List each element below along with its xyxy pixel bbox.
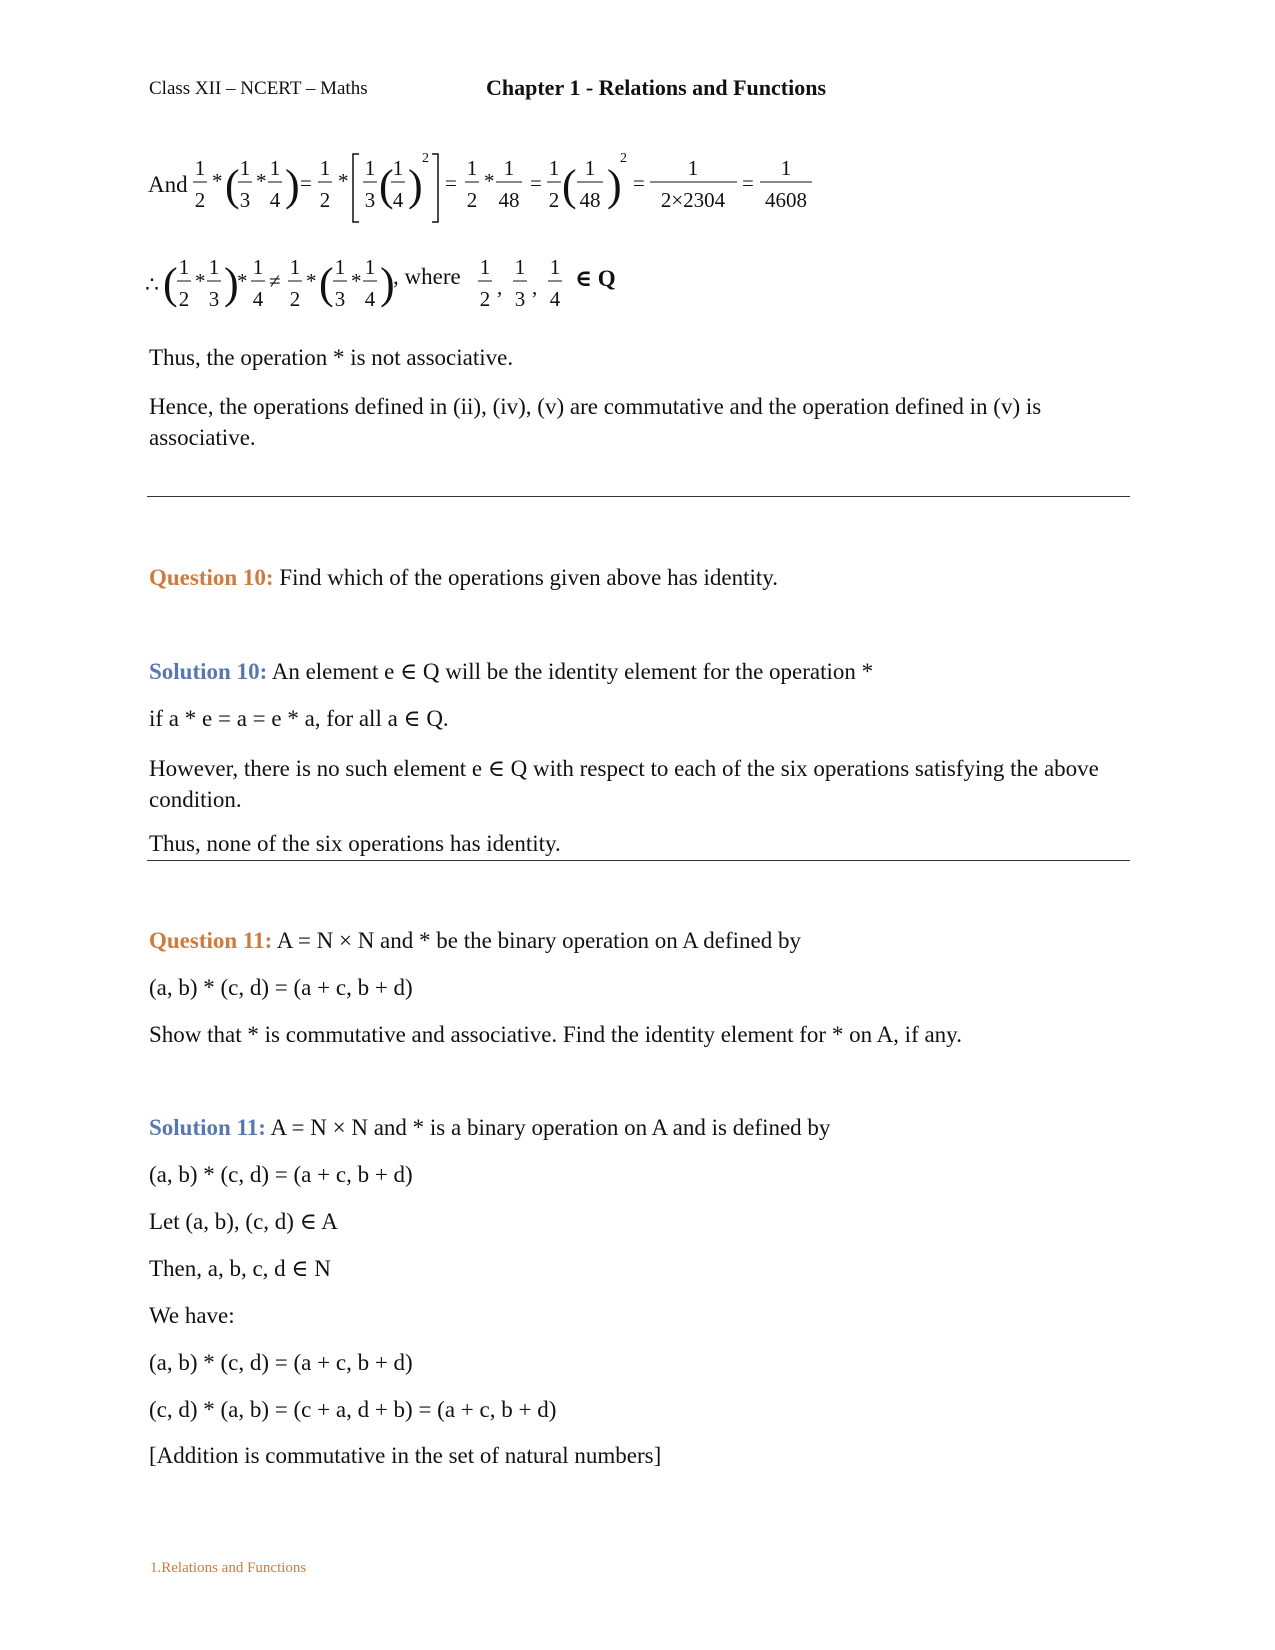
svg-text:3: 3	[208, 287, 220, 311]
svg-text:2: 2	[548, 188, 560, 212]
svg-text:1: 1	[194, 156, 206, 180]
svg-text:1: 1	[364, 255, 376, 279]
solution-11-line: (a, b) * (c, d) = (a + c, b + d)	[149, 1162, 413, 1187]
svg-text:2: 2	[479, 287, 491, 311]
svg-text:1: 1	[549, 255, 561, 279]
svg-text:(: (	[562, 161, 577, 210]
svg-text:*: *	[256, 169, 267, 193]
solution-11	[149, 1115, 830, 1141]
svg-text:): )	[224, 259, 239, 308]
svg-text:2: 2	[466, 188, 478, 212]
eq1-2304: 2304	[683, 188, 726, 212]
eq1-48b: 48	[579, 188, 601, 212]
svg-text:1: 1	[334, 255, 346, 279]
question-11-line: Show that * is commutative and associative. Find the identity element for * on A, if any.	[149, 1022, 962, 1047]
svg-text:4: 4	[364, 287, 376, 311]
svg-text:*: *	[237, 269, 248, 293]
svg-text:1: 1	[289, 255, 301, 279]
svg-text:*: *	[306, 269, 317, 293]
solution-11-line: We have:	[149, 1303, 235, 1328]
svg-text:2: 2	[289, 287, 301, 311]
svg-text:1: 1	[319, 156, 331, 180]
svg-text:1: 1	[178, 255, 190, 279]
para-not-associative: Thus, the operation * is not associative.	[149, 345, 514, 370]
svg-text:4: 4	[392, 188, 404, 212]
svg-text:1: 1	[269, 156, 281, 180]
svg-text:2: 2	[422, 151, 429, 166]
divider	[147, 860, 1130, 861]
solution-10-label: Solution 10:	[149, 659, 268, 684]
solution-11-label: Solution 11:	[149, 1115, 266, 1140]
svg-text:1: 1	[584, 156, 596, 180]
solution-10-line: Thus, none of the six operations has identity.	[149, 831, 561, 856]
solution-11-line: (c, d) * (a, b) = (c + a, d + b) = (a + c, b + d)	[149, 1397, 557, 1422]
solution-10	[149, 659, 873, 685]
question-10	[149, 565, 778, 591]
svg-text:1: 1	[514, 255, 526, 279]
svg-text:1: 1	[503, 156, 515, 180]
eq1-4608: 4608	[765, 188, 807, 212]
svg-text:1: 1	[252, 255, 264, 279]
svg-text:3: 3	[364, 188, 376, 212]
svg-text:1: 1	[548, 156, 560, 180]
therefore-symbol: ∴	[145, 272, 159, 297]
svg-text:2: 2	[178, 287, 190, 311]
svg-text:1: 1	[687, 156, 699, 180]
svg-text:2: 2	[319, 188, 331, 212]
svg-text:1: 1	[208, 255, 220, 279]
svg-text:1: 1	[239, 156, 251, 180]
svg-text:1: 1	[780, 156, 792, 180]
question-11	[149, 928, 801, 954]
chapter-title: Chapter 1 - Relations and Functions	[486, 75, 827, 100]
solution-11-line: [Addition is commutative in the set of natural numbers]	[149, 1443, 662, 1468]
svg-text:2×2304: 2×2304	[660, 188, 726, 212]
solution-10-line: if a * e = a = e * a, for all a ∈ Q.	[149, 706, 449, 731]
svg-text:=: =	[300, 171, 312, 195]
svg-text:,: ,	[497, 275, 503, 299]
question-11-line: (a, b) * (c, d) = (a + c, b + d)	[149, 975, 413, 1000]
svg-text:2: 2	[194, 188, 206, 212]
svg-text:4: 4	[549, 287, 561, 311]
equation-associativity-rhs	[145, 140, 845, 235]
svg-text:1: 1	[392, 156, 404, 180]
svg-text:3: 3	[334, 287, 346, 311]
question-11-text: A = N × N and * be the binary operation on A defined by	[272, 928, 801, 953]
svg-text:*: *	[338, 169, 349, 193]
svg-text:=: =	[633, 171, 645, 195]
eq2-set: ∈ Q	[575, 266, 616, 291]
svg-text:): )	[408, 161, 423, 210]
solution-11-line: Let (a, b), (c, d) ∈ A	[149, 1209, 338, 1234]
svg-text:(: (	[163, 259, 178, 308]
divider	[147, 496, 1130, 497]
header-subject: Class XII – NCERT – Maths	[149, 78, 368, 99]
svg-text:(: (	[319, 259, 334, 308]
svg-text:): )	[607, 161, 622, 210]
equation-not-associative	[145, 248, 665, 323]
solution-11-line: Then, a, b, c, d ∈ N	[149, 1256, 331, 1281]
solution-10-text: An element e ∈ Q will be the identity element for the operation *	[267, 659, 874, 684]
svg-text:(: (	[225, 161, 240, 210]
svg-text:=: =	[445, 171, 457, 195]
eq2-where: , where	[393, 264, 461, 289]
svg-text:=: =	[742, 171, 754, 195]
svg-text:*: *	[351, 269, 362, 293]
svg-text:3: 3	[239, 188, 251, 212]
svg-text:(: (	[379, 161, 394, 210]
svg-text:3: 3	[514, 287, 526, 311]
svg-text:*: *	[484, 169, 495, 193]
svg-text:*: *	[195, 269, 206, 293]
svg-text:1: 1	[479, 255, 491, 279]
svg-text:): )	[285, 161, 300, 210]
svg-text:≠: ≠	[269, 269, 281, 293]
eq1-and: And	[148, 172, 188, 197]
eq1-48a: 48	[498, 188, 520, 212]
svg-text:2: 2	[620, 151, 627, 166]
question-11-label: Question 11:	[149, 928, 273, 953]
svg-text:): )	[380, 259, 395, 308]
svg-text:=: =	[530, 171, 542, 195]
svg-text:*: *	[212, 169, 223, 193]
svg-text:1: 1	[364, 156, 376, 180]
svg-text:1: 1	[466, 156, 478, 180]
page-footer: 1.Relations and Functions	[150, 1560, 307, 1576]
para-conclusion: Hence, the operations defined in (ii), (iv), (v) are commutative and the operation defined in (v) is associative.	[149, 394, 1042, 450]
solution-11-text: A = N × N and * is a binary operation on A and is defined by	[265, 1115, 831, 1140]
svg-text:4: 4	[252, 287, 264, 311]
solution-11-line: (a, b) * (c, d) = (a + c, b + d)	[149, 1350, 413, 1375]
solution-10-line: However, there is no such element e ∈ Q with respect to each of the six operations satisfying the above condition.	[149, 756, 1099, 812]
question-10-text: Find which of the operations given above has identity.	[273, 565, 778, 590]
svg-text:4: 4	[269, 188, 281, 212]
svg-text:,: ,	[532, 275, 538, 299]
question-10-label: Question 10:	[149, 565, 274, 590]
